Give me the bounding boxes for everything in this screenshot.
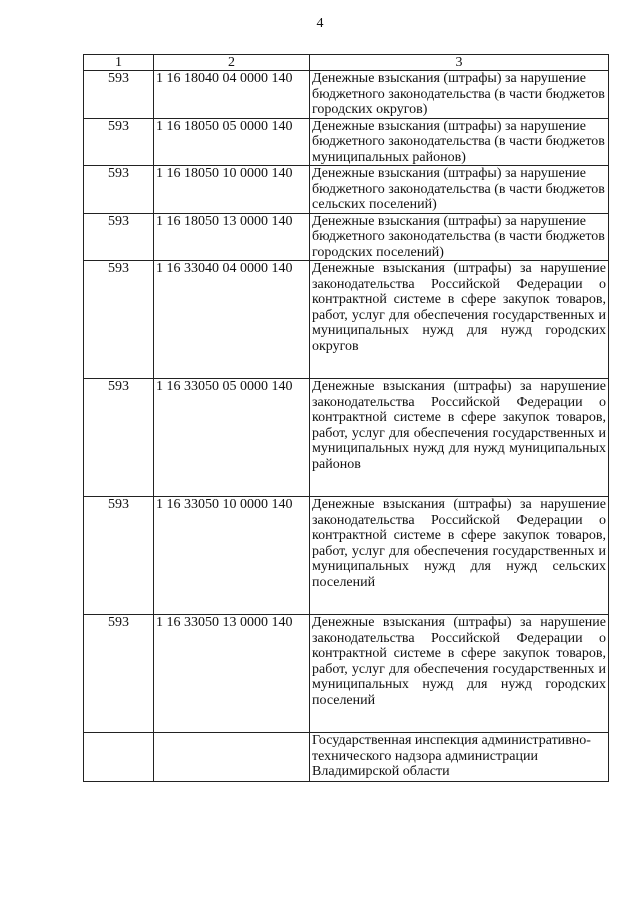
description-cell: Денежные взыскания (штрафы) за нарушение законодательства Российской Федерации о контрактной системе в сфере закупок товаров, работ, услуг для обеспечения государственных и муниципальных нужд для нужд муниципальных районов <box>310 379 609 497</box>
chapter-code-cell: 593 <box>84 615 154 733</box>
table-row <box>84 118 609 166</box>
chapter-code-cell: 593 <box>84 261 154 379</box>
revenue-code-cell: 1 16 18050 05 0000 140 <box>154 118 310 166</box>
section-heading-row <box>84 733 609 782</box>
revenue-code-cell: 1 16 33050 10 0000 140 <box>154 497 310 615</box>
column-header-2: 2 <box>154 55 310 71</box>
empty-chapter-cell <box>84 733 154 782</box>
revenue-code-cell: 1 16 33040 04 0000 140 <box>154 261 310 379</box>
empty-code-cell <box>154 733 310 782</box>
table-row <box>84 166 609 214</box>
chapter-code-cell: 593 <box>84 118 154 166</box>
table-row <box>84 213 609 261</box>
table-row <box>84 615 609 733</box>
revenue-code-cell: 1 16 33050 13 0000 140 <box>154 615 310 733</box>
description-cell: Денежные взыскания (штрафы) за нарушение бюджетного законодательства (в части бюджетов сельских поселений) <box>310 166 609 214</box>
chapter-code-cell: 593 <box>84 379 154 497</box>
revenue-code-cell: 1 16 18040 04 0000 140 <box>154 71 310 119</box>
description-cell: Денежные взыскания (штрафы) за нарушение законодательства Российской Федерации о контрактной системе в сфере закупок товаров, работ, услуг для обеспечения государственных и муниципальных нужд для нужд городских поселений <box>310 615 609 733</box>
table-header-row <box>84 55 609 71</box>
table-row <box>84 379 609 497</box>
page-number: 4 <box>316 16 324 31</box>
revenue-code-cell: 1 16 18050 10 0000 140 <box>154 166 310 214</box>
column-header-1: 1 <box>84 55 154 71</box>
chapter-code-cell: 593 <box>84 497 154 615</box>
chapter-code-cell: 593 <box>84 166 154 214</box>
table-row <box>84 71 609 119</box>
description-cell: Денежные взыскания (штрафы) за нарушение законодательства Российской Федерации о контрактной системе в сфере закупок товаров, работ, услуг для обеспечения государственных и муниципальных нужд для нужд сельских поселений <box>310 497 609 615</box>
column-header-3: 3 <box>310 55 609 71</box>
table-row <box>84 497 609 615</box>
revenue-code-cell: 1 16 18050 13 0000 140 <box>154 213 310 261</box>
revenue-codes-table <box>83 54 609 782</box>
section-heading: Государственная инспекция административно-технического надзора администрации Владимирской области <box>310 733 609 782</box>
description-cell: Денежные взыскания (штрафы) за нарушение законодательства Российской Федерации о контрактной системе в сфере закупок товаров, работ, услуг для обеспечения государственных и муниципальных нужд для нужд городских округов <box>310 261 609 379</box>
table-row <box>84 261 609 379</box>
description-cell: Денежные взыскания (штрафы) за нарушение бюджетного законодательства (в части бюджетов муниципальных районов) <box>310 118 609 166</box>
revenue-code-cell: 1 16 33050 05 0000 140 <box>154 379 310 497</box>
chapter-code-cell: 593 <box>84 71 154 119</box>
description-cell: Денежные взыскания (штрафы) за нарушение бюджетного законодательства (в части бюджетов городских поселений) <box>310 213 609 261</box>
chapter-code-cell: 593 <box>84 213 154 261</box>
description-cell: Денежные взыскания (штрафы) за нарушение бюджетного законодательства (в части бюджетов городских округов) <box>310 71 609 119</box>
